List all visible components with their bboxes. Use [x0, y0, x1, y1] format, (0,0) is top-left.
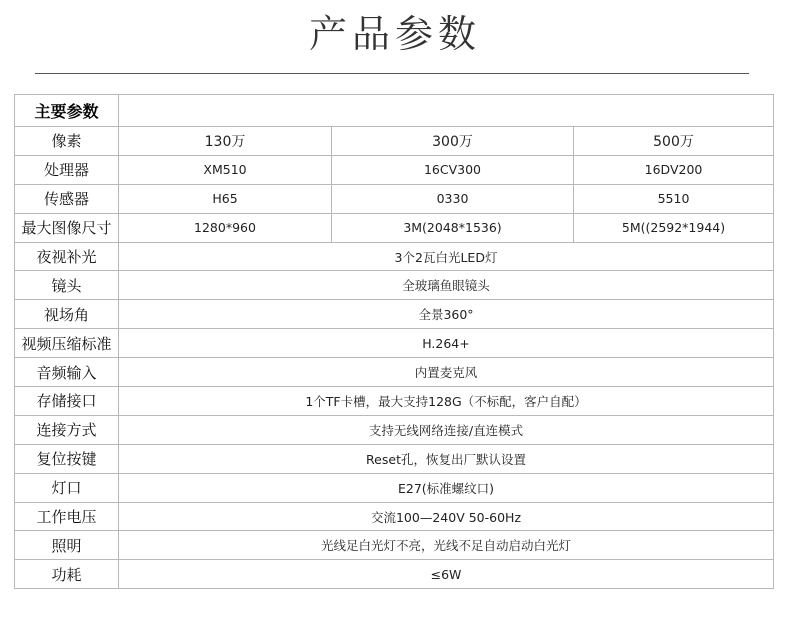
- row-label: 连接方式: [15, 415, 119, 444]
- table-row: [15, 502, 774, 531]
- row-label: 照明: [15, 531, 119, 560]
- value-cell: 全景360°: [119, 300, 774, 329]
- table-row: [15, 271, 774, 300]
- row-label: 传感器: [15, 184, 119, 213]
- table-row: [15, 358, 774, 387]
- value-cell: 16DV200: [574, 155, 774, 184]
- value-cell: Reset孔，恢复出厂默认设置: [119, 444, 774, 473]
- value-cell: E27(标准螺纹口): [119, 473, 774, 502]
- row-label: 视场角: [15, 300, 119, 329]
- value-cell: 300万: [332, 127, 574, 156]
- value-cell: 1280*960: [119, 213, 332, 242]
- value-cell: 交流100—240V 50-60Hz: [119, 502, 774, 531]
- page-title: 产品参数: [308, 12, 481, 56]
- title-divider: [35, 73, 749, 74]
- row-label: 镜头: [15, 271, 119, 300]
- table-row: [15, 213, 774, 242]
- value-cell: 全玻璃鱼眼镜头: [119, 271, 774, 300]
- value-cell: 0330: [332, 184, 574, 213]
- header-empty-cell: [119, 95, 774, 127]
- table-row: [15, 531, 774, 560]
- value-cell: 500万: [574, 127, 774, 156]
- header-label: 主要参数: [15, 95, 119, 127]
- row-label: 最大图像尺寸: [15, 213, 119, 242]
- value-cell: 16CV300: [332, 155, 574, 184]
- row-label: 灯口: [15, 473, 119, 502]
- value-cell: 3M(2048*1536): [332, 213, 574, 242]
- value-cell: 5M((2592*1944): [574, 213, 774, 242]
- table-row: [15, 387, 774, 416]
- row-label: 视频压缩标准: [15, 329, 119, 358]
- row-label: 存储接口: [15, 387, 119, 416]
- row-label: 工作电压: [15, 502, 119, 531]
- table-row: [15, 329, 774, 358]
- table-row: [15, 415, 774, 444]
- table-row: [15, 444, 774, 473]
- row-label: 像素: [15, 127, 119, 156]
- value-cell: 1个TF卡槽，最大支持128G（不标配，客户自配）: [119, 387, 774, 416]
- value-cell: 130万: [119, 127, 332, 156]
- value-cell: H.264+: [119, 329, 774, 358]
- table-row: [15, 560, 774, 589]
- value-cell: XM510: [119, 155, 332, 184]
- row-label: 处理器: [15, 155, 119, 184]
- value-cell: 光线足白光灯不亮，光线不足自动启动白光灯: [119, 531, 774, 560]
- value-cell: 内置麦克风: [119, 358, 774, 387]
- value-cell: H65: [119, 184, 332, 213]
- table-row: [15, 155, 774, 184]
- table-row: [15, 184, 774, 213]
- table-row: [15, 242, 774, 271]
- row-label: 音频输入: [15, 358, 119, 387]
- table-header-row: [15, 95, 774, 127]
- value-cell: 5510: [574, 184, 774, 213]
- table-row: [15, 127, 774, 156]
- value-cell: 支持无线网络连接/直连模式: [119, 415, 774, 444]
- spec-table: [14, 94, 774, 589]
- row-label: 功耗: [15, 560, 119, 589]
- row-label: 夜视补光: [15, 242, 119, 271]
- table-row: [15, 300, 774, 329]
- table-row: [15, 473, 774, 502]
- value-cell: 3个2瓦白光LED灯: [119, 242, 774, 271]
- value-cell: ≤6W: [119, 560, 774, 589]
- row-label: 复位按键: [15, 444, 119, 473]
